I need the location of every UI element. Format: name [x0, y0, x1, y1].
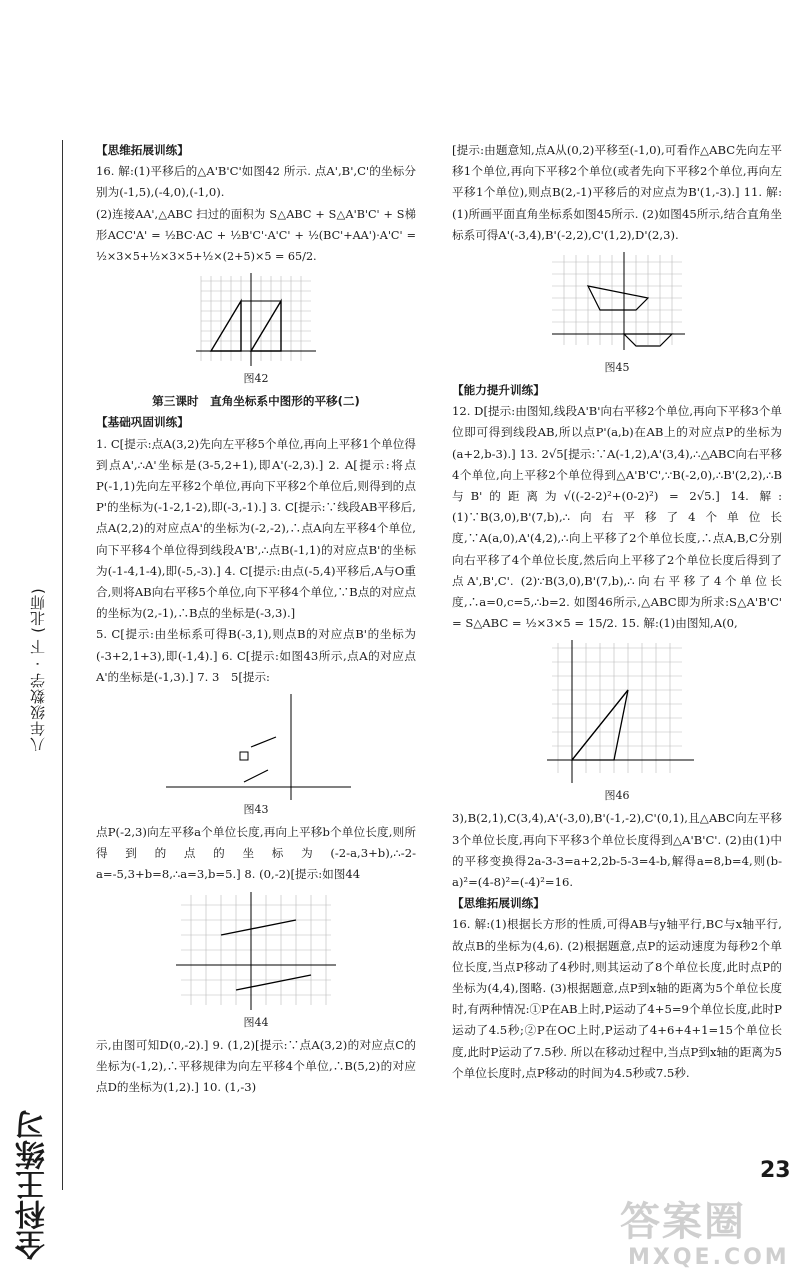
answer-paragraph: [提示:由题意知,点A从(0,2)平移至(-1,0),可看作△ABC先向左平移1个单位,再向下平移2个单位(或者先向下平移2个单位,再向左平移1个单位),则点B(2,-1)平移后的对应点为B'(1,-3).] 11. 解:(1)所画平面直角坐标系如图45所示. (2)如图45所示,结合直角坐标系可得A'(-3,4),B'(-2,2),C'(1,2),D'(2,3).: [452, 143, 782, 242]
section-header: 【 能力提升训练 】: [452, 380, 782, 401]
figure-46: [532, 638, 702, 788]
figure-43: [156, 692, 356, 802]
section-header: 【 思维拓展训练 】: [96, 140, 416, 161]
book-title: 八年级数学 · 下 (北师): [29, 587, 47, 753]
figure-45: [547, 250, 687, 360]
side-margin: [0, 0, 70, 1285]
answer-paragraph: 16. 解:(1)根据长方形的性质,可得AB与y轴平行,BC与x轴平行,故点B的坐标为(4,6). (2)根据题意,点P的运动速度为每秒2个单位长度,当点P移动了4秒时,则其运动了8个单位长度,此时点P的坐标为(4,4),图略. (3)根据题意,点P到x轴的距离为5个单位长度时,有两种情况:①P在AB上时,P运动了4+5=9个单位长度,此时P运动了4.5秒;②P在OC上时,P运动了4+6+4+1=15个单位长度,此时P运动了7.5秒. 所以在移动过程中,当点P到x轴的距离为5个单位长度时,点P移动的时间为4.5秒或7.5秒.: [452, 917, 782, 1080]
section-header: 【 基础巩固训练 】: [96, 412, 416, 433]
watermark-url: MXQE.COM: [628, 1245, 790, 1270]
figure-42: [191, 271, 321, 371]
answer-paragraph: 示,由图可知D(0,-2).] 9. (1,2)[提示:∵点A(3,2)的对应点C的坐标为(-1,2),∴平移规律为向左平移4个单位,∴B(5,2)的对应点D的坐标为(1,2).] 10. (1,-3): [96, 1037, 416, 1095]
answer-paragraph: (2)连接AA',△ABC 扫过的面积为 S△ABC + S△A'B'C' + S梯形ACC'A' = ½BC·AC + ½B'C'·A'C' + ½(BC'+AA')·A'C' = ½×3×5+½×3×5+½×(2+5)×5 = 65/2.: [96, 207, 416, 264]
figure-caption: 图43: [243, 803, 269, 817]
right-column: [452, 140, 782, 1084]
section-header: 【 思维拓展训练 】: [452, 893, 782, 914]
answer-paragraph: 5. C[提示:由坐标系可得B(-3,1),则点B的对应点B'的坐标为(-3+2,1+3),即(-1,4).] 6. C[提示:如图43所示,点A的对应点A'的坐标是(-1,3).] 7. 3 5[提示:: [96, 627, 416, 684]
brand-logo: 全科王练习: [16, 1110, 51, 1260]
answer-paragraph: 1. C[提示:点A(3,2)先向左平移5个单位,再向上平移1个单位得到点A',∴A'坐标是(3-5,2+1),即A'(-2,3).] 2. A[提示:将点P(-1,1)先向左平移2个单位,再向下平移2个单位后,则得到的点P'的坐标为(-1-2,1-2),即(-3,-1).] 3. C[提示:∵线段AB平移后,点A(2,2)的对应点A'的坐标为(-2,-2),∴点A向左平移4个单位,向下平移4个单位得到线段A'B',∴点B(-1,1)的对应点B'的坐标为(-1-4,1-4),即(-5,-3).] 4. C[提示:由点(-5,4)平移后,A与O重合,则将AB向右平移5个单位,向下平移4个单位,∵B点的对应点的坐标为(2,-1),∴B点的坐标是(-3,3).]: [96, 436, 416, 621]
answer-paragraph: 12. D[提示:由图知,线段A'B'向右平移2个单位,再向下平移3个单位即可得到线段AB,所以点P'(a,b)在AB上的对应点P的坐标为(a+2,b-3).] 13. 2√5[提示:∵A(-1,2),A'(3,4),∴△ABC向右平移4个单位,向上平移2个单位得到△A'B'C',∵B(-2,0),∴B'(2,2),∴B与B'的距离为√((-2-2)²+(0-2)²) = 2√5.] 14. 解:(1)∵B(3,0),B'(7,b),∴向右平移了4个单位长度,∵A(a,0),A'(4,2),∴向上平移了2个单位长度,∴点A,B,C分别向右平移了4个单位长度,然后向上平移了2个单位长度后得到了点A',B',C'. (2)∵B(3,0),B'(7,b),∴向右平移了4个单位长度,∴a=0,c=5,∴b=2. 如图46所示,△ABC即为所求:S△A'B'C' = S△ABC = ½×3×5 = 15/2. 15. 解:(1)由图知,A(0,: [452, 404, 782, 631]
left-column: [96, 140, 416, 1098]
figure-caption: 图45: [604, 361, 630, 375]
answer-paragraph: 3),B(2,1),C(3,4),A'(-3,0),B'(-1,-2),C'(0,1),且△ABC向左平移3个单位长度,再向下平移3个单位长度得到△A'B'C'. (2)由(1)中的平移变换得2a-3-3=a+2,2b-5-3=4-b,解得a=8,b=4,则(b-a)²=(4-8)²=(-4)²=16.: [452, 811, 782, 890]
answer-paragraph: 16. 解:(1)平移后的△A'B'C'如图42 所示. 点A',B',C'的坐标分别为(-1,5),(-4,0),(-1,0).: [96, 164, 416, 200]
margin-rule: [62, 140, 63, 1190]
figure-caption: 图44: [243, 1015, 269, 1029]
page-number: 23: [760, 1158, 791, 1183]
figure-caption: 图46: [604, 789, 630, 803]
figure-44: [171, 890, 341, 1015]
figure-caption: 图42: [243, 372, 269, 386]
watermark: 答案圈: [620, 1199, 746, 1245]
answer-paragraph: 点P(-2,3)向左平移a个单位长度,再向上平移b个单位长度,则所得到的点的坐标为(-2-a,3+b),∴-2-a=-5,3+b=8,∴a=3,b=5.] 8. (0,-2)[提示:如图44: [96, 825, 416, 882]
lesson-title: 第三课时 直角坐标系中图形的平移(二): [152, 394, 360, 409]
